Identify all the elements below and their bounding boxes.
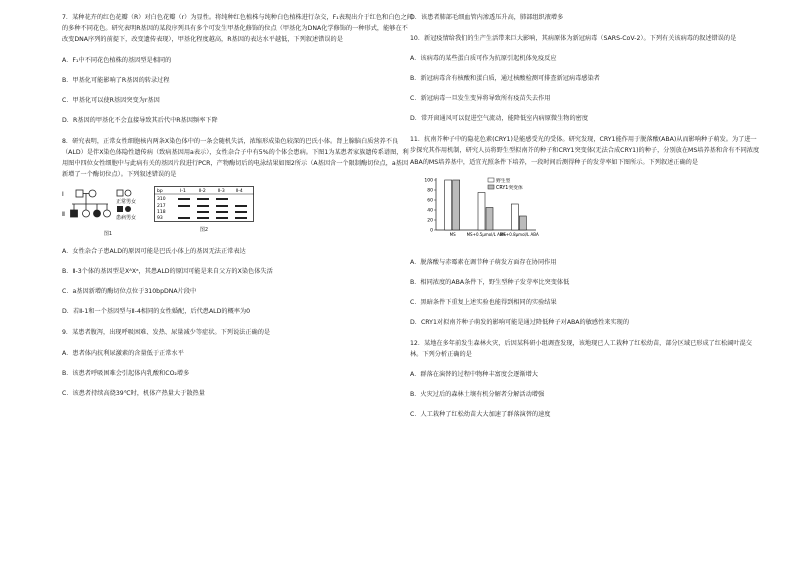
pedigree-female-ii4 (104, 210, 111, 217)
x-tick-label: MS (449, 231, 456, 237)
q9-stem: 9．某患者腹泻，出现呼吸困难、发热、尿量减少等症状。下列说法正确的是 (62, 329, 271, 337)
question-7 (62, 12, 414, 46)
q12-stem: 12．某地在多年前发生森林火灾，后因某科研小组调查发现，该地现已人工栽种了红松幼苗，部分区域已形成了红松阔叶混交林。下列分析正确的是 (410, 339, 752, 359)
q9-option-b: B．该患者呼吸困难会引起体内乳酸和CO₂增多 (62, 369, 190, 377)
bar (478, 192, 485, 230)
q10-option-b: B．新冠病毒含有核酸和蛋白质，通过核酸检测可排查新冠病毒感染者 (410, 75, 600, 83)
gel-figure (154, 186, 254, 233)
q7-option-a: A．F₁中不同花色植株的基因型是相同的 (62, 56, 172, 64)
bar (445, 180, 452, 230)
pedigree-chart (62, 186, 154, 226)
q9-option-d: D．该患者肺部毛细血管内渗透压升高，肺部组织液增多 (410, 14, 564, 21)
x-tick-label: MS+0.5μmol/L ABA (466, 231, 506, 237)
gen-label-2: Ⅱ (62, 211, 65, 219)
gen-label-1: Ⅰ (62, 191, 64, 199)
pedigree-male-ii1 (71, 210, 78, 217)
germination-bar-chart (414, 172, 574, 248)
q10-option-a: A．该病毒的某些蛋白质可作为抗原引起机体免疫反应 (410, 55, 557, 63)
pedigree-female-ii2 (83, 210, 90, 217)
y-tick-label: 100 (424, 178, 433, 184)
question-8 (62, 136, 414, 181)
q12-option-a: A．群落在演替的过程中物种丰富度会逐渐增大 (410, 371, 538, 379)
question-9 (62, 327, 414, 338)
question-12 (410, 338, 762, 360)
legend-label: CRY1突变体 (496, 185, 523, 191)
y-tick-label: 40 (427, 208, 433, 214)
q10-option-c: C．新冠病毒一旦发生变异将导致所有疫苗失去作用 (410, 95, 551, 103)
q10-stem: 10．新冠疫情给我们的生产生活带来巨大影响，其病原体为新冠病毒（SARS-CoV-2）。下列有关该病毒的叙述错误的是 (410, 35, 737, 42)
q8-figures (62, 186, 414, 237)
legend-swatch (488, 178, 494, 182)
x-tick-label: MS+0.8μmol/L ABA (499, 231, 539, 237)
q8-option-b: B．Ⅱ-3个体的基因型是XᴬXᵃ，其患ALD的原因可能是来自父方的X染色体失活 (62, 268, 273, 276)
bar (511, 204, 518, 230)
legend-affected: 患病男女 (116, 215, 137, 222)
gel-size-310: 310 (157, 197, 166, 203)
q12-option-c: C．人工栽种了红松幼苗大大加速了群落演替的速度 (410, 411, 551, 419)
bar (519, 216, 526, 230)
q9-option-a: A．患者体内抗利尿激素的含量低于正常水平 (62, 349, 184, 357)
gel-header-bp: bp (157, 189, 163, 195)
y-tick-label: 0 (430, 228, 433, 234)
question-11 (410, 134, 762, 168)
q11-stem: 11．抗南芥种子中的隐花色素(CRY1)是能感受光的受体。研究发现，CRY1能作用于脱落酸(ABA)从而影响种子萌发。为了进一步探究其作用机制，研究人员将野生型拟南芥的种子和CRY1突变体(无法合成CRY1)的种子，分别放在MS培养基和含有不同浓度ABA的MS培养基中，适宜光照条件下培养，一段时间后测得种子的发芽率如下图所示。下列叙述正确的是 (410, 136, 760, 166)
pedigree-female-ii3 (94, 210, 101, 217)
y-tick-label: 80 (427, 188, 433, 194)
gel-size-118: 118 (157, 210, 166, 216)
left-column (62, 12, 414, 399)
pedigree-female-i2 (89, 190, 96, 197)
gel-header-2: Ⅱ-2 (199, 189, 206, 195)
q11-option-b: B．相同浓度的ABA条件下，野生型种子发芽率比突变体低 (410, 278, 570, 286)
q8-stem: 8．研究表明，正常女性细胞核内两条X染色体中的一条会随机失活，浓缩形成染色较深的巴氏小体。肾上腺脑白质营养不良（ALD）是伴X染色体隐性遗传病（致病基因用a表示），女性杂合子中有5%的个体会患病。下图1为某患者家族遗传系谱图，利用图中四位女性细胞中与此病有关的基因片段进行PCR，产物酶切后的电泳结果如图2所示（A基因含一个限制酶切位点，a基因新增了一个酶切位点）。下列叙述错误的是 (62, 137, 409, 179)
gel-size-93: 93 (157, 216, 163, 222)
q7-option-d: D．R基因的甲基化不会直接导致其后代中R基因频率下降 (62, 116, 218, 124)
legend-swatch (488, 185, 494, 189)
pedigree-male-i1 (76, 190, 83, 197)
q7-stem: 7．某种花卉的红色花瓣（R）对白色花瓣（r）为显性。将纯种红色植株与纯种白色植株进行杂交，F₁表现出介于红色和白色之间的多种不同花色。研究表明R基因的某段序列具有多个可发生甲基化修饰的位点（甲基化为DNA化学修饰的一种形式，能够在不改变DNA序列的前提下，改变遗传表现），甲基化程度越高，R基因的表达水平越低，下列叙述错误的是 (62, 14, 413, 44)
gel-electrophoresis (154, 186, 254, 222)
q8-option-a: A．女性杂合子患ALD的原因可能是巴氏小体上的基因无法正常表达 (62, 248, 246, 256)
legend-label: 野生型 (496, 178, 511, 184)
q11-option-c: C．黑暗条件下重复上述实验也能得到相同的实验结果 (410, 298, 557, 306)
right-column (410, 12, 762, 420)
q12-option-b: B．火灾过后的森林土壤有机分解者分解活动增强 (410, 391, 545, 399)
legend-normal: 正常男女 (116, 199, 137, 206)
fig1-caption: 图1 (103, 231, 113, 238)
gel-header-1: Ⅰ-1 (180, 189, 186, 195)
q10-option-d: D．常开窗通风可以促进空气流动，能降低室内病原微生物的密度 (410, 115, 589, 123)
q7-option-c: C．甲基化可以使R基因突变为r基因 (62, 96, 160, 104)
bar (486, 207, 493, 230)
q11-option-a: A．脱落酸与赤霉素在调节种子萌发方面存在协同作用 (410, 258, 557, 266)
q7-option-b: B．甲基化可能影响了R基因的转录过程 (62, 76, 170, 84)
bar (453, 180, 460, 230)
q11-option-d: D．CRY1对拟南芥种子萌发的影响可能是通过降低种子对ABA的敏感性来实现的 (410, 318, 630, 326)
q8-option-d: D．若Ⅱ-1和一个基因型与Ⅱ-4相同的女性婚配，后代患ALD的概率为0 (62, 308, 251, 316)
gel-size-217: 217 (157, 204, 166, 210)
question-10 (410, 33, 762, 44)
fig2-caption: 图2 (199, 227, 209, 234)
q8-option-c: C．a基因新增的酶切位点位于310bpDNA片段中 (62, 288, 197, 296)
gel-header-4: Ⅱ-4 (236, 189, 243, 195)
gel-header-3: Ⅱ-3 (218, 189, 225, 195)
y-tick-label: 20 (427, 218, 433, 224)
q9-option-c: C．该患者持续高烧39℃时，机体产热量大于散热量 (62, 389, 205, 397)
pedigree-figure (62, 186, 154, 237)
y-tick-label: 60 (427, 198, 433, 204)
